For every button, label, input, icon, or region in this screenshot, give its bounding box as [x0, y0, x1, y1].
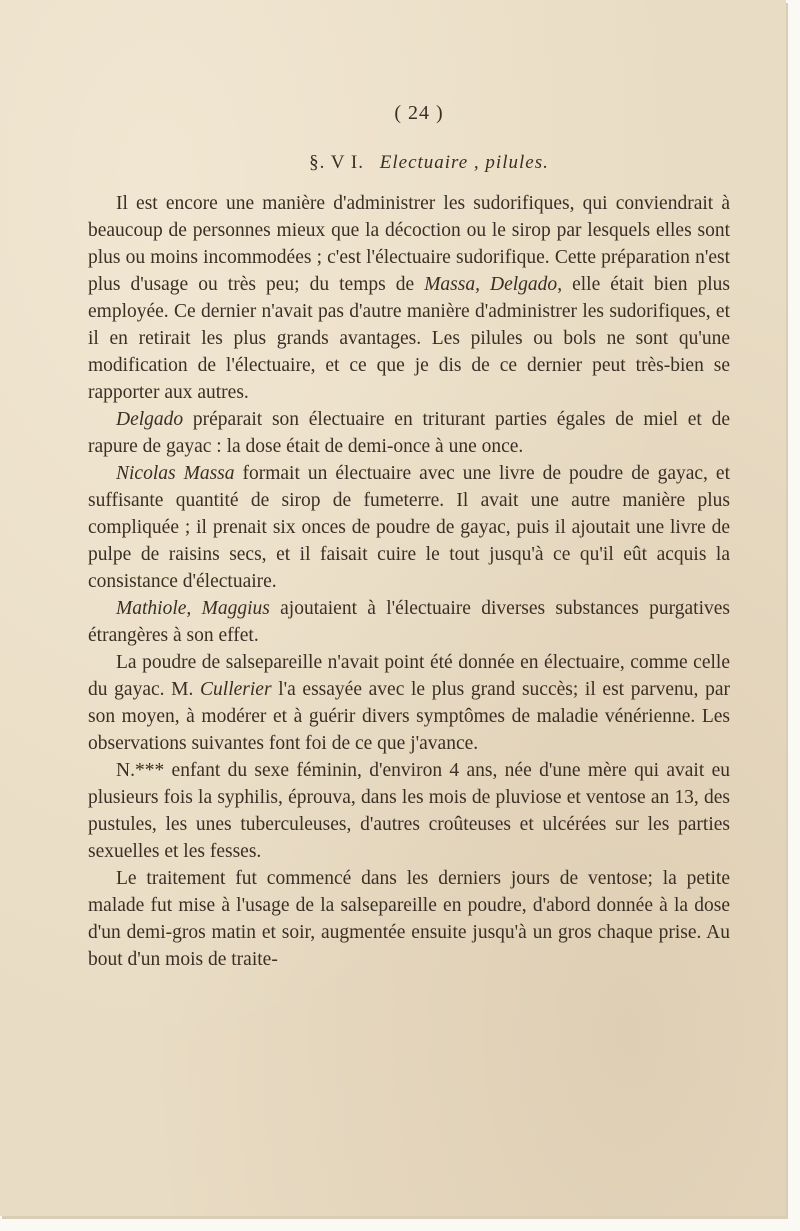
paragraph-4	[88, 595, 730, 649]
paragraph-2	[88, 406, 730, 460]
page-text	[88, 100, 730, 973]
paragraph-7	[88, 865, 730, 973]
italic-name: Cullerier	[200, 679, 272, 700]
italic-names: Massa, Delgado	[424, 274, 558, 295]
italic-name: Delgado	[116, 409, 184, 430]
text-segment: préparait son électuaire en triturant parties égales de miel et de rapure de gayac : la dose était de demi-once à une once.	[88, 409, 730, 457]
italic-names: Mathiole, Maggius	[116, 598, 270, 619]
text-segment: N.*** enfant du sexe féminin, d'environ 4 ans, née d'une mère qui avait eu plusieurs fois la syphilis, éprouva, dans les mois de pluviose et ventose an 13, des pustules, les unes tuberculeuses, d'autres croûteuses et ulcérées sur les parties sexuelles et les fesses.	[88, 760, 730, 862]
italic-name: Nicolas Massa	[116, 463, 235, 484]
paragraph-5	[88, 649, 730, 757]
section-title: Electuaire , pilules.	[379, 152, 549, 173]
paragraph-3	[88, 460, 730, 595]
text-segment: , elle était bien plus employée. Ce dernier n'avait pas d'autre manière d'administrer les sudorifiques, et il en retirait les plus grands avantages. Les pilules ou bols ne sont qu'une modification de l'électuaire, et ce que je dis de ce dernier peut très-bien se rapporter aux autres.	[88, 274, 730, 403]
text-segment: Il est encore une manière d'administrer les sudorifiques, qui conviendrait à beaucoup de personnes mieux que la décoction ou le sirop par lesquels elles sont plus ou moins incommodées ; c'est l'électuaire sudorifique. Cette préparation n'est plus d'usage ou très peu; du temps de	[88, 193, 730, 295]
text-segment: l'a essayée avec le plus grand succès; il est parvenu, par son moyen, à modérer et à guérir divers symptômes de maladie vénérienne. Les observations suivantes font foi de ce que j'avance.	[88, 679, 730, 754]
text-segment: ajoutaient à l'électuaire diverses substances purgatives étrangères à son effet.	[88, 598, 730, 646]
text-segment: La poudre de salsepareille n'avait point été donnée en électuaire, comme celle du gayac. M.	[88, 652, 730, 700]
paragraph-1	[88, 190, 730, 406]
section-heading	[128, 149, 730, 176]
section-marker: §. V I.	[309, 152, 364, 173]
page-number: ( 24 )	[394, 102, 444, 124]
paragraph-6	[88, 757, 730, 865]
text-segment: Le traitement fut commencé dans les derniers jours de ventose; la petite malade fut mise à l'usage de la salsepareille en poudre, d'abord donnée à la dose d'un demi-gros matin et soir, augmentée ensuite jusqu'à un gros chaque prise. Au bout d'un mois de traite-	[88, 868, 730, 970]
text-segment: formait un électuaire avec une livre de poudre de gayac, et suffisante quantité de sirop de fumeterre. Il avait une autre manière plus compliquée ; il prenait six onces de poudre de gayac, puis il ajoutait une livre de pulpe de raisins secs, et il faisait cuire le tout jusqu'à ce qu'il eût acquis la consistance d'électuaire.	[88, 463, 730, 592]
